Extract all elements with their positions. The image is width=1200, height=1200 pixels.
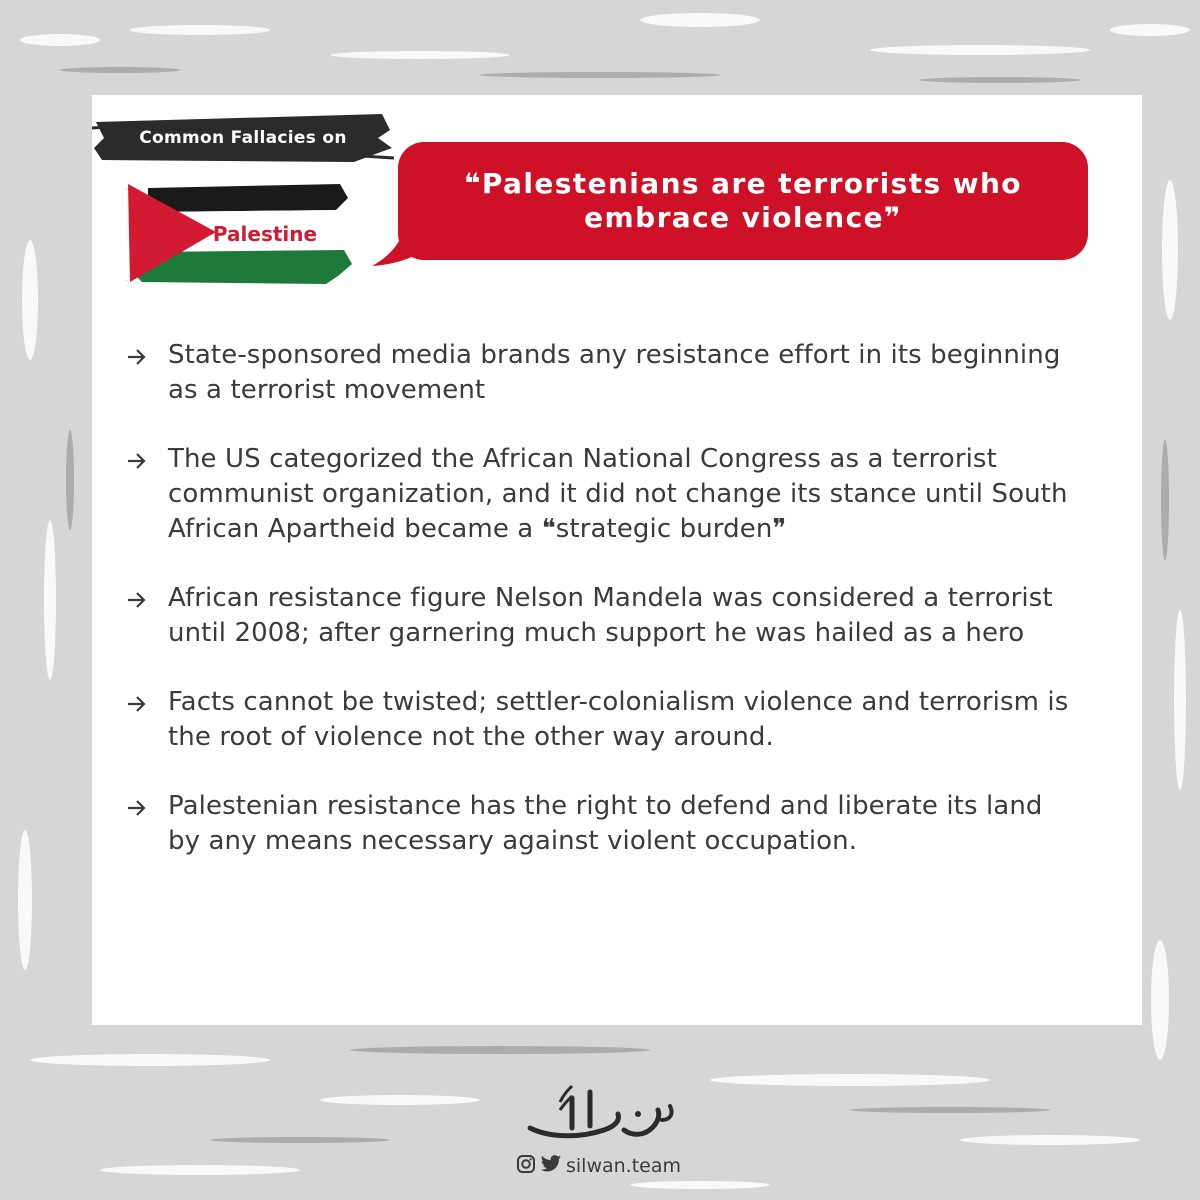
social-handle[interactable]: silwan.team xyxy=(566,1155,682,1177)
list-item xyxy=(120,338,1080,408)
point-text: Facts cannot be twisted; settler-colonialism violence and terrorism is the root of violence not the other way around. xyxy=(168,687,1069,752)
point-text: Palestenian resistance has the right to defend and liberate its land by any means necessary against violent occupation. xyxy=(168,791,1043,856)
tag-label: Common Fallacies on xyxy=(139,128,347,148)
arrow-right-icon xyxy=(120,338,168,370)
points-list xyxy=(120,338,1080,893)
social-handle-row xyxy=(516,1152,681,1180)
silwan-logo xyxy=(520,1080,680,1150)
point-text: State-sponsored media brands any resistance effort in its beginning as a terrorist movement xyxy=(168,340,1061,405)
twitter-icon[interactable] xyxy=(540,1154,562,1178)
instagram-icon[interactable] xyxy=(516,1154,536,1178)
list-item xyxy=(120,581,1080,651)
list-item xyxy=(120,789,1080,859)
arrow-right-icon xyxy=(120,581,168,613)
list-item xyxy=(120,685,1080,755)
point-text: African resistance figure Nelson Mandela was considered a terrorist until 2008; after garnering much support he was hailed as a hero xyxy=(168,583,1053,648)
arrow-right-icon xyxy=(120,789,168,821)
quote-text: ❝Palestenians are terrorists who embrace violence❞ xyxy=(464,166,1022,234)
list-item xyxy=(120,442,1080,547)
point-text: The US categorized the African National Congress as a terrorist communist organization, and it did not change its stance until South African Apartheid became a ❝strategic burden❞ xyxy=(168,444,1068,544)
arrow-right-icon xyxy=(120,442,168,474)
flag-label: Palestine xyxy=(212,222,318,246)
arrow-right-icon xyxy=(120,685,168,717)
